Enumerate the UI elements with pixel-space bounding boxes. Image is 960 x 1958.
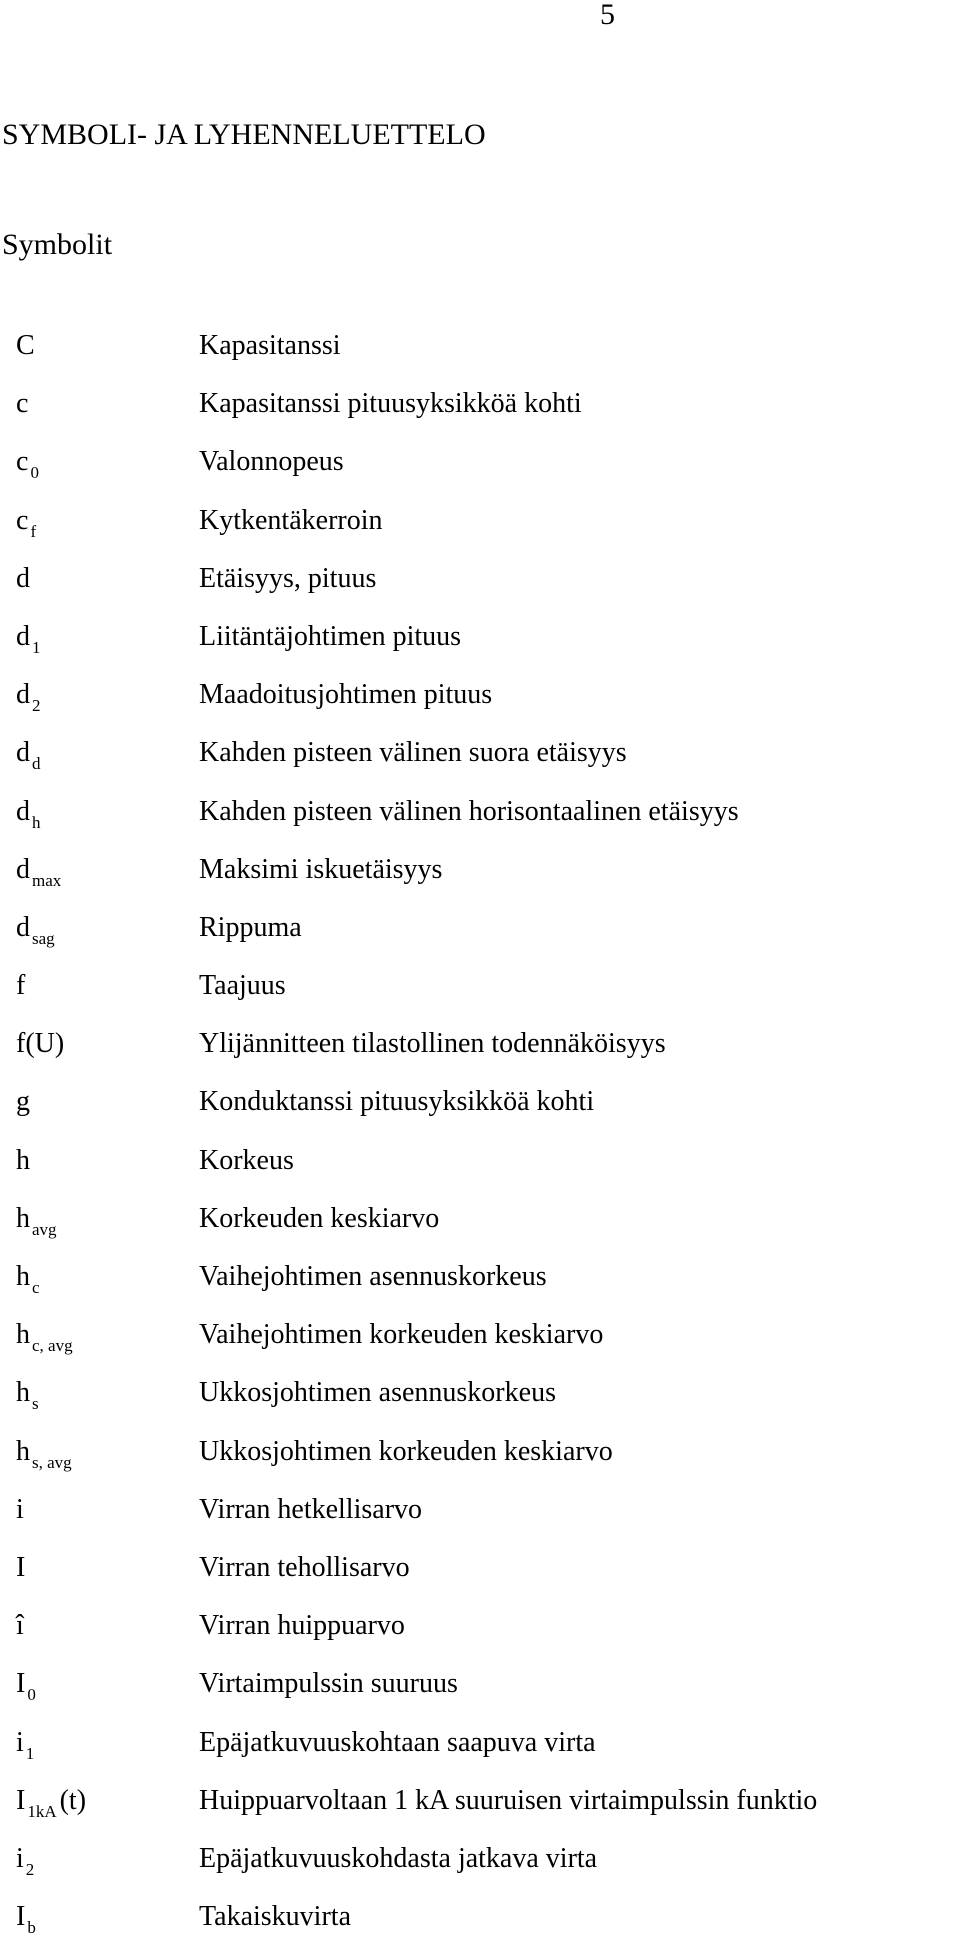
symbol <box>16 1726 34 1763</box>
symbol <box>16 678 41 715</box>
symbol <box>16 1667 36 1704</box>
symbol-base: i <box>16 1842 24 1874</box>
symbol-row <box>0 504 960 562</box>
symbol-subscript: 0 <box>30 463 39 483</box>
symbol-base: I <box>16 1784 26 1816</box>
symbol-description: Virran tehollisarvo <box>199 1551 410 1583</box>
symbol-base: I <box>16 1901 26 1933</box>
symbol-subscript: c <box>32 1278 40 1297</box>
symbol <box>16 1318 73 1355</box>
symbol <box>16 853 61 890</box>
symbol-row <box>0 1667 960 1725</box>
symbol-row <box>0 620 960 678</box>
symbol <box>16 504 36 541</box>
symbol-subscript: sag <box>32 928 55 948</box>
symbol-description: Epäjatkuvuuskohtaan saapuva virta <box>199 1726 596 1758</box>
symbol-description: Kapasitanssi pituusyksikköä kohti <box>199 388 582 420</box>
symbol-base: d <box>16 911 30 943</box>
symbol-description: Korkeuden keskiarvo <box>199 1202 440 1234</box>
symbol-row <box>0 911 960 969</box>
symbol-description: Ylijännitteen tilastollinen todennäköisyys <box>199 1028 666 1060</box>
symbol-base: f(U) <box>16 1028 65 1060</box>
symbol-row <box>0 1435 960 1493</box>
symbol-subscript: 2 <box>32 696 41 716</box>
symbol-description: Takaiskuvirta <box>199 1901 351 1933</box>
symbol <box>16 1027 64 1061</box>
symbol-base: c <box>16 388 29 420</box>
symbol-subscript: b <box>27 1918 36 1938</box>
symbol-row <box>0 1493 960 1551</box>
symbol-subscript: avg <box>32 1219 57 1239</box>
symbol-subscript: 2 <box>25 1859 35 1879</box>
symbol <box>16 1609 24 1643</box>
page-number: 5 <box>600 0 615 31</box>
symbol-base: i <box>16 1493 24 1525</box>
symbol-description: Korkeus <box>199 1144 294 1176</box>
symbol-row <box>0 1085 960 1143</box>
symbol-base: h <box>16 1319 30 1351</box>
symbol-row <box>0 387 960 445</box>
symbol <box>16 911 55 948</box>
symbol-base: d <box>16 737 30 769</box>
symbol-description: Taajuus <box>199 970 286 1002</box>
symbol-subscript: d <box>32 754 41 774</box>
symbol-row <box>0 445 960 503</box>
symbol <box>16 1900 36 1937</box>
symbol-base: h <box>16 1144 30 1176</box>
symbol-subscript: 1 <box>32 637 41 657</box>
symbol-subscript: c, avg <box>32 1336 73 1356</box>
section-heading-symbols: Symbolit <box>2 228 113 261</box>
symbol-description: Valonnopeus <box>199 446 344 478</box>
symbol-row <box>0 969 960 1027</box>
symbol-row <box>0 1842 960 1900</box>
symbol-description: Ukkosjohtimen korkeuden keskiarvo <box>199 1435 613 1467</box>
symbol-description: Kapasitanssi <box>199 330 341 361</box>
symbol <box>16 387 28 421</box>
symbol-description: Virran hetkellisarvo <box>199 1493 423 1525</box>
symbol-row <box>0 1202 960 1260</box>
symbol-row <box>0 1027 960 1085</box>
symbol-subscript: h <box>32 812 41 832</box>
symbol-base: f <box>16 970 26 1002</box>
symbol-subscript: 1kA <box>27 1801 57 1821</box>
symbol-description: Ukkosjohtimen asennuskorkeus <box>199 1377 556 1409</box>
symbol-description: Rippuma <box>199 911 302 943</box>
symbol-description: Huippuarvoltaan 1 kA suuruisen virtaimpulssin funktio <box>199 1784 818 1816</box>
symbol-description: Konduktanssi pituusyksikköä kohti <box>199 1086 595 1118</box>
symbol-base: c <box>16 446 29 478</box>
symbol-base: h <box>16 1261 30 1292</box>
symbol-row <box>0 562 960 620</box>
symbol-subscript: max <box>32 870 62 890</box>
symbol-base: h <box>16 1202 30 1234</box>
symbol-base: d <box>16 795 30 827</box>
symbol-base: î <box>16 1610 24 1642</box>
symbol-base: g <box>16 1086 30 1118</box>
document-title: SYMBOLI- JA LYHENNELUETTELO <box>2 118 486 151</box>
symbol-row <box>0 678 960 736</box>
symbol <box>16 1144 30 1178</box>
symbol-base: d <box>16 620 30 652</box>
symbol-description: Kytkentäkerroin <box>199 504 383 536</box>
symbol-description: Virran huippuarvo <box>199 1610 405 1642</box>
symbol-description: Virtaimpulssin suuruus <box>199 1668 458 1700</box>
symbol-base: h <box>16 1377 30 1409</box>
symbol-row <box>0 853 960 911</box>
symbol <box>16 1202 57 1239</box>
symbol-row <box>0 1318 960 1376</box>
symbol <box>16 562 30 596</box>
symbol <box>16 1085 30 1119</box>
symbol-description: Liitäntäjohtimen pituus <box>199 620 462 652</box>
symbol-base: d <box>16 853 30 885</box>
symbol-row <box>0 1144 960 1202</box>
symbol-base: i <box>16 1726 24 1758</box>
symbol-base: c <box>16 504 29 536</box>
symbol-base: C <box>16 330 35 361</box>
symbol-description: Kahden pisteen välinen suora etäisyys <box>199 737 627 769</box>
symbol-base: h <box>16 1435 30 1467</box>
symbol-base: d <box>16 562 30 594</box>
symbol <box>16 1260 40 1297</box>
symbol-row <box>0 329 960 387</box>
symbol-row <box>0 736 960 794</box>
symbol-row <box>0 1900 960 1958</box>
symbol-description: Maksimi iskuetäisyys <box>199 853 443 885</box>
symbol <box>16 1551 25 1585</box>
symbol-description: Kahden pisteen välinen horisontaalinen etäisyys <box>199 795 739 827</box>
symbol <box>16 1435 72 1472</box>
symbol <box>16 1493 24 1527</box>
symbol <box>16 1842 34 1879</box>
symbol <box>16 445 39 482</box>
symbol-row <box>0 1726 960 1784</box>
symbol-row <box>0 1551 960 1609</box>
symbol-base: d <box>16 679 30 711</box>
symbol-description: Etäisyys, pituus <box>199 562 377 594</box>
symbol-row <box>0 1376 960 1434</box>
symbol <box>16 620 41 657</box>
symbol <box>16 736 41 773</box>
symbol <box>16 969 25 1003</box>
symbol-subscript: s, avg <box>32 1452 72 1472</box>
symbol <box>16 795 41 832</box>
symbol-subscript: f <box>30 521 37 541</box>
symbol-description: Epäjatkuvuuskohdasta jatkava virta <box>199 1842 598 1874</box>
symbol-subscript: s <box>32 1394 39 1414</box>
symbol-subscript: 1 <box>25 1743 35 1763</box>
symbol <box>16 1784 86 1821</box>
symbol-subscript: 0 <box>27 1685 36 1705</box>
symbol-row <box>0 1260 960 1318</box>
symbol-description: Vaihejohtimen korkeuden keskiarvo <box>199 1319 604 1351</box>
symbol-row <box>0 795 960 853</box>
symbol-list <box>0 329 960 1958</box>
symbol-description: Vaihejohtimen asennuskorkeus <box>199 1261 547 1292</box>
symbol-base: I <box>16 1668 26 1700</box>
symbol-description: Maadoitusjohtimen pituus <box>199 679 493 711</box>
symbol-suffix: (t) <box>59 1784 87 1816</box>
symbol-row <box>0 1784 960 1842</box>
symbol <box>16 1376 39 1413</box>
symbol-base: I <box>16 1551 26 1583</box>
symbol <box>16 329 35 363</box>
symbol-row <box>0 1609 960 1667</box>
